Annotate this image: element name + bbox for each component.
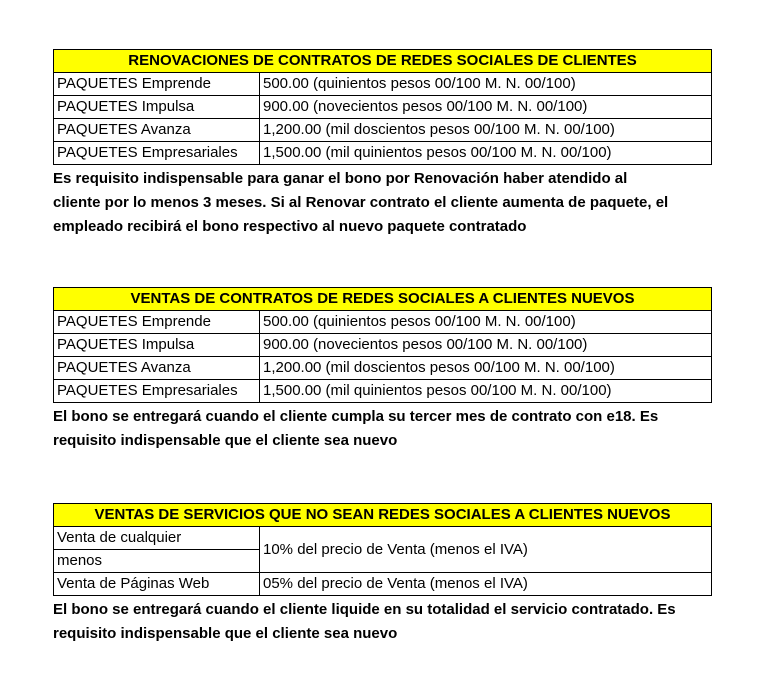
bonus-value: 05% del precio de Venta (menos el IVA) xyxy=(260,573,712,596)
service-label-continued: menos xyxy=(54,550,260,573)
bonus-value: 500.00 (quinientos pesos 00/100 M. N. 00/100) xyxy=(260,73,712,96)
note-line: Es requisito indispensable para ganar el bono por Renovación haber atendido al xyxy=(53,170,628,187)
section-note xyxy=(53,405,712,453)
renovaciones-table xyxy=(53,49,712,165)
note-line: requisito indispensable que el cliente sea nuevo xyxy=(53,625,398,642)
table-row xyxy=(54,357,712,380)
table-row xyxy=(54,573,712,596)
package-label: PAQUETES Impulsa xyxy=(54,334,260,357)
renovaciones-section xyxy=(53,49,712,239)
table-row xyxy=(54,142,712,165)
package-label: PAQUETES Impulsa xyxy=(54,96,260,119)
section-note xyxy=(53,598,712,646)
package-label: PAQUETES Avanza xyxy=(54,357,260,380)
bonus-value: 500.00 (quinientos pesos 00/100 M. N. 00/100) xyxy=(260,311,712,334)
ventas-redes-section xyxy=(53,287,712,453)
package-label: PAQUETES Emprende xyxy=(54,311,260,334)
package-label: PAQUETES Empresariales xyxy=(54,380,260,403)
note-line: empleado recibirá el bono respectivo al nuevo paquete contratado xyxy=(53,218,527,235)
table-row xyxy=(54,73,712,96)
note-line: El bono se entregará cuando el cliente liquide en su totalidad el servicio contratado. Es xyxy=(53,601,676,618)
bonus-value: 900.00 (novecientos pesos 00/100 M. N. 00/100) xyxy=(260,334,712,357)
table-row xyxy=(54,119,712,142)
note-line: requisito indispensable que el cliente sea nuevo xyxy=(53,432,398,449)
package-label: PAQUETES Emprende xyxy=(54,73,260,96)
ventas-servicios-table xyxy=(53,503,712,596)
table-row xyxy=(54,311,712,334)
bonus-value: 1,500.00 (mil quinientos pesos 00/100 M. N. 00/100) xyxy=(260,142,712,165)
service-label: Venta de Páginas Web xyxy=(54,573,260,596)
package-label: PAQUETES Empresariales xyxy=(54,142,260,165)
bonus-value: 1,200.00 (mil doscientos pesos 00/100 M. N. 00/100) xyxy=(260,119,712,142)
ventas-redes-table xyxy=(53,287,712,403)
ventas-servicios-section xyxy=(53,503,712,646)
note-line: cliente por lo menos 3 meses. Si al Renovar contrato el cliente aumenta de paquete, el xyxy=(53,194,669,211)
table-title: RENOVACIONES DE CONTRATOS DE REDES SOCIALES DE CLIENTES xyxy=(54,50,712,73)
bonus-value: 1,200.00 (mil doscientos pesos 00/100 M. N. 00/100) xyxy=(260,357,712,380)
package-label: PAQUETES Avanza xyxy=(54,119,260,142)
bonus-value: 1,500.00 (mil quinientos pesos 00/100 M. N. 00/100) xyxy=(260,380,712,403)
table-row xyxy=(54,380,712,403)
table-title: VENTAS DE CONTRATOS DE REDES SOCIALES A CLIENTES NUEVOS xyxy=(54,288,712,311)
table-row xyxy=(54,527,712,550)
table-title: VENTAS DE SERVICIOS QUE NO SEAN REDES SOCIALES A CLIENTES NUEVOS xyxy=(54,504,712,527)
bonus-value: 900.00 (novecientos pesos 00/100 M. N. 00/100) xyxy=(260,96,712,119)
bonus-value: 10% del precio de Venta (menos el IVA) xyxy=(260,527,712,573)
service-label: Venta de cualquier xyxy=(54,527,260,550)
table-row xyxy=(54,96,712,119)
table-row xyxy=(54,334,712,357)
section-note xyxy=(53,167,712,239)
note-line: El bono se entregará cuando el cliente cumpla su tercer mes de contrato con e18. Es xyxy=(53,408,659,425)
